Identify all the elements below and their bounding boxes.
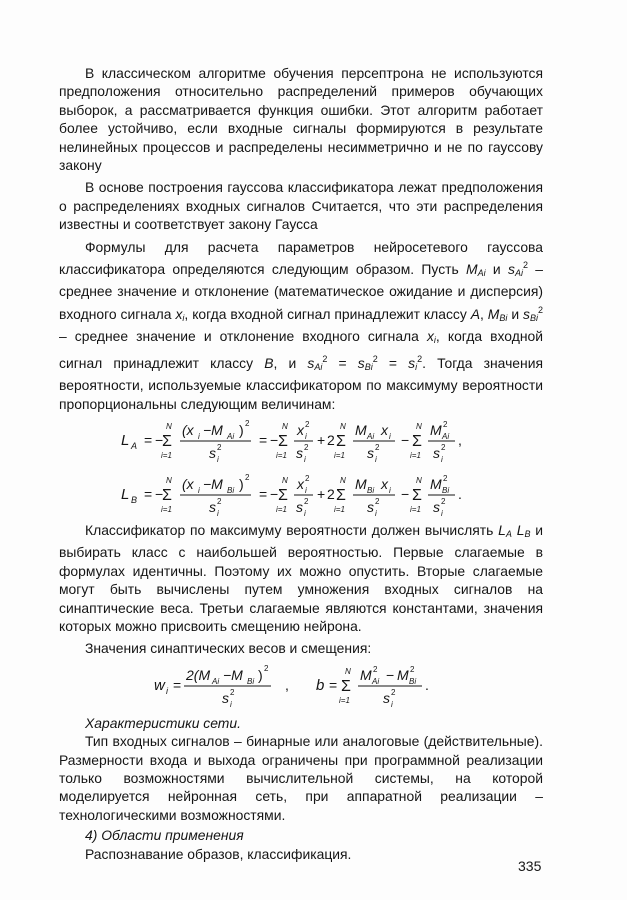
lb-num1-close: ) (239, 475, 244, 492)
w-eq: = (173, 676, 182, 693)
lb-num1-sub: i (198, 485, 200, 495)
lb-plus: + (317, 485, 326, 502)
la-num1-sub: i (198, 431, 200, 441)
la-sum1-upper: N (166, 421, 172, 431)
lb-eq1: = (144, 485, 153, 502)
lb-den1-pow: 2 (217, 496, 222, 506)
la-den1-sub: i (217, 454, 219, 464)
w-num-mid: −M (223, 666, 243, 683)
paragraph-applications: Распознавание образов, классификация. (85, 845, 352, 862)
lb-num1: (x (182, 475, 194, 492)
la-sum3-upper: N (340, 421, 346, 431)
la-lhs-sub: A (131, 440, 138, 451)
lb-minus1: − (155, 485, 164, 502)
la-m-sub: Ai (367, 431, 375, 441)
la-den2-sub: i (304, 454, 306, 464)
lb-den4-sub: i (441, 508, 443, 518)
la-den2: s (296, 444, 303, 461)
la-num1-close: ) (239, 421, 244, 438)
b-den-sub: i (391, 699, 393, 709)
b-num1: M (360, 666, 372, 683)
w-num-sub1: Ai (212, 676, 220, 686)
la-sum3-lower: i=1 (334, 450, 345, 460)
la-m2-sub: Ai (442, 431, 450, 441)
lb-sum4-lower: i=1 (410, 504, 421, 514)
la-den3: s (367, 444, 374, 461)
b-num2-pow: 2 (410, 664, 415, 674)
la-m-num: M (355, 421, 367, 438)
la-den3-pow: 2 (375, 442, 380, 452)
paragraph-perceptron: В классическом алгоритме обучения персептрона не используются предположения относительно распределений примеров обучающих выборок, а рассматривается функция ошибки. Этот алгоритм работает более устойчиво, если входные сигналы формируются в результате нелинейных процессов и распределены несимметрично и не по гауссову закону (59, 65, 543, 174)
lb-sum1-upper: N (166, 475, 172, 485)
la-den4-sub: i (441, 454, 443, 464)
la-eq1: = (144, 431, 153, 448)
lb-xi-num: x (297, 475, 304, 492)
la-xi-pow: 2 (305, 419, 310, 429)
b-sum-upper: N (345, 666, 351, 676)
la-m-x: x (381, 421, 388, 438)
lb-eq2: = (259, 485, 268, 502)
formula-lb (59, 467, 543, 521)
paragraph-weights-intro: Значения синаптических весов и смещения: (85, 640, 372, 657)
lb-m2-pow: 2 (443, 473, 448, 483)
lb-trail: . (458, 485, 462, 502)
lb-den3-pow: 2 (375, 496, 380, 506)
la-sum1-sigma: Σ (162, 432, 172, 450)
lb-num1-mid: −M (203, 475, 223, 492)
lb-lhs: L (121, 485, 130, 503)
lb-sum1-sigma: Σ (162, 486, 172, 504)
lb-minus2: − (270, 485, 279, 502)
lb-den4: s (433, 498, 440, 515)
lb-sum3-sigma: Σ (336, 486, 346, 504)
paragraph-formula-intro: Формулы для расчета параметров нейросетевого гауссова классификатора определяются следующим образом. Пусть $M_{Ai}$ и $s_{Ai}^2$ – среднее значение и отклонение (математическое ожидание и дисперсия) входного сигнала $x_i$, когда входной сигнал принадлежит классу A, $M_{Bi}$ и $s_{Bi}^2$ – среднее значение и отклонение входного сигнала $x_i$, когда входной сигнал принадлежит классу B, и $s_{Ai}^2 = s_{Bi}^2 = s_i^2$. Тогда значения вероятности, используемые классификатором по максимуму вероятности пропорциональны следующим величинам: (59, 238, 544, 412)
w-den: s (222, 689, 229, 706)
paragraph-gauss-basis: В основе построения гауссова классификатора лежат предположения о распределениях входных сигналов Считается, что эти распределения известны и соответствует закону Гаусса (59, 179, 543, 233)
heading-characteristics: Характеристики сети. (85, 714, 241, 731)
la-num1-mid: −M (203, 421, 223, 438)
lb-m-x: x (381, 475, 388, 492)
la-sum3-sigma: Σ (336, 432, 346, 450)
la-den2-pow: 2 (304, 442, 309, 452)
la-m2-num: M (430, 421, 442, 438)
paragraph-classifier: Классификатор по максимуму вероятности должен вычислять $L_A$ $L_B$ и выбирать класс с наибольшей вероятностью. Первые слагаемые в формулах идентичны. Поэтому их можно опустить. Вторые слагаемые могут быть вычислены путем умножения входных сигналов на синаптические веса. Третьи слагаемые являются константами, значения которых можно присвоить смещению нейрона. (59, 521, 544, 634)
w-comma: , (285, 676, 289, 693)
paragraph-characteristics: Тип входных сигналов – бинарные или аналоговые (действительные). Размерности входа и выхода ограничены при программной реализации только возможностями вычислительной системы, на которой моделируется нейронная сеть, при аппаратной реализации – технологическими возможностями. (59, 733, 543, 823)
b-sum-lower: i=1 (339, 695, 350, 705)
w-num: 2(M (186, 666, 211, 683)
lb-den1: s (209, 498, 216, 515)
b-num2: M (397, 666, 409, 683)
w-num-sub2: Bi (247, 676, 255, 686)
la-trail: , (458, 431, 462, 448)
b-num1-pow: 2 (373, 664, 378, 674)
la-minus3: − (401, 431, 410, 448)
lb-sum2-sigma: Σ (278, 486, 288, 504)
lb-den2-sub: i (304, 508, 306, 518)
page-number: 335 (518, 858, 542, 874)
la-sum4-upper: N (416, 421, 422, 431)
lb-m2-sub: Bi (442, 485, 450, 495)
la-minus1: − (155, 431, 164, 448)
lb-den3-sub: i (375, 508, 377, 518)
w-den-sub: i (230, 699, 232, 709)
b-trail: . (425, 676, 429, 693)
w-num-close: ) (258, 666, 263, 683)
lb-den3: s (367, 498, 374, 515)
b-lhs: b (316, 676, 325, 694)
la-xi-sub: i (305, 431, 307, 441)
la-sum2-upper: N (282, 421, 288, 431)
b-sum-sigma: Σ (341, 677, 351, 695)
lb-num1-sub2: Bi (227, 485, 235, 495)
la-num1: (x (182, 421, 194, 438)
b-den-pow: 2 (391, 687, 396, 697)
w-lhs: w (154, 676, 165, 694)
lb-den2: s (296, 498, 303, 515)
lb-den4-pow: 2 (441, 496, 446, 506)
lb-sum4-sigma: Σ (412, 486, 422, 504)
formula-la (59, 413, 543, 467)
la-den3-sub: i (375, 454, 377, 464)
text-body (59, 64, 543, 863)
la-sum4-sigma: Σ (412, 432, 422, 450)
w-num-pow: 2 (264, 663, 269, 673)
lb-m-sub: Bi (367, 485, 375, 495)
la-sum4-lower: i=1 (410, 450, 421, 460)
la-den4: s (433, 444, 440, 461)
la-eq2: = (259, 431, 268, 448)
b-num2-sub: Bi (409, 676, 417, 686)
la-xi-num: x (297, 421, 304, 438)
la-den1: s (209, 444, 216, 461)
lb-m-num: M (355, 475, 367, 492)
la-m-x-sub: i (389, 431, 391, 441)
lb-sum3-upper: N (340, 475, 346, 485)
la-sum1-lower: i=1 (161, 450, 172, 460)
lb-m-x-sub: i (389, 485, 391, 495)
la-den4-pow: 2 (441, 442, 446, 452)
la-coef: 2 (327, 431, 335, 448)
w-lhs-sub: i (166, 685, 168, 696)
heading-applications: 4) Области применения (85, 827, 244, 844)
b-eq: = (329, 676, 338, 693)
la-den1-pow: 2 (217, 442, 222, 452)
lb-xi-pow: 2 (305, 473, 310, 483)
lb-den2-pow: 2 (304, 496, 309, 506)
la-num1-sub2: Ai (227, 431, 235, 441)
la-m2-pow: 2 (443, 419, 448, 429)
lb-sum1-lower: i=1 (161, 504, 172, 514)
lb-lhs-sub: B (131, 494, 138, 505)
lb-m2-num: M (430, 475, 442, 492)
lb-minus3: − (401, 485, 410, 502)
lb-sum3-lower: i=1 (334, 504, 345, 514)
b-den: s (383, 689, 390, 706)
lb-sum2-upper: N (282, 475, 288, 485)
lb-sum2-lower: i=1 (276, 504, 287, 514)
la-minus2: − (270, 431, 279, 448)
la-sum2-sigma: Σ (278, 432, 288, 450)
b-minus: − (386, 666, 395, 683)
lb-sum4-upper: N (416, 475, 422, 485)
b-num1-sub: Ai (372, 676, 380, 686)
w-den-pow: 2 (230, 687, 235, 697)
la-lhs: L (121, 431, 130, 449)
lb-xi-sub: i (305, 485, 307, 495)
formula-weights (59, 658, 543, 712)
la-num1-pow: 2 (245, 418, 250, 428)
la-plus: + (317, 431, 326, 448)
la-sum2-lower: i=1 (276, 450, 287, 460)
lb-den1-sub: i (217, 508, 219, 518)
lb-num1-pow: 2 (245, 472, 250, 482)
lb-coef: 2 (327, 485, 335, 502)
